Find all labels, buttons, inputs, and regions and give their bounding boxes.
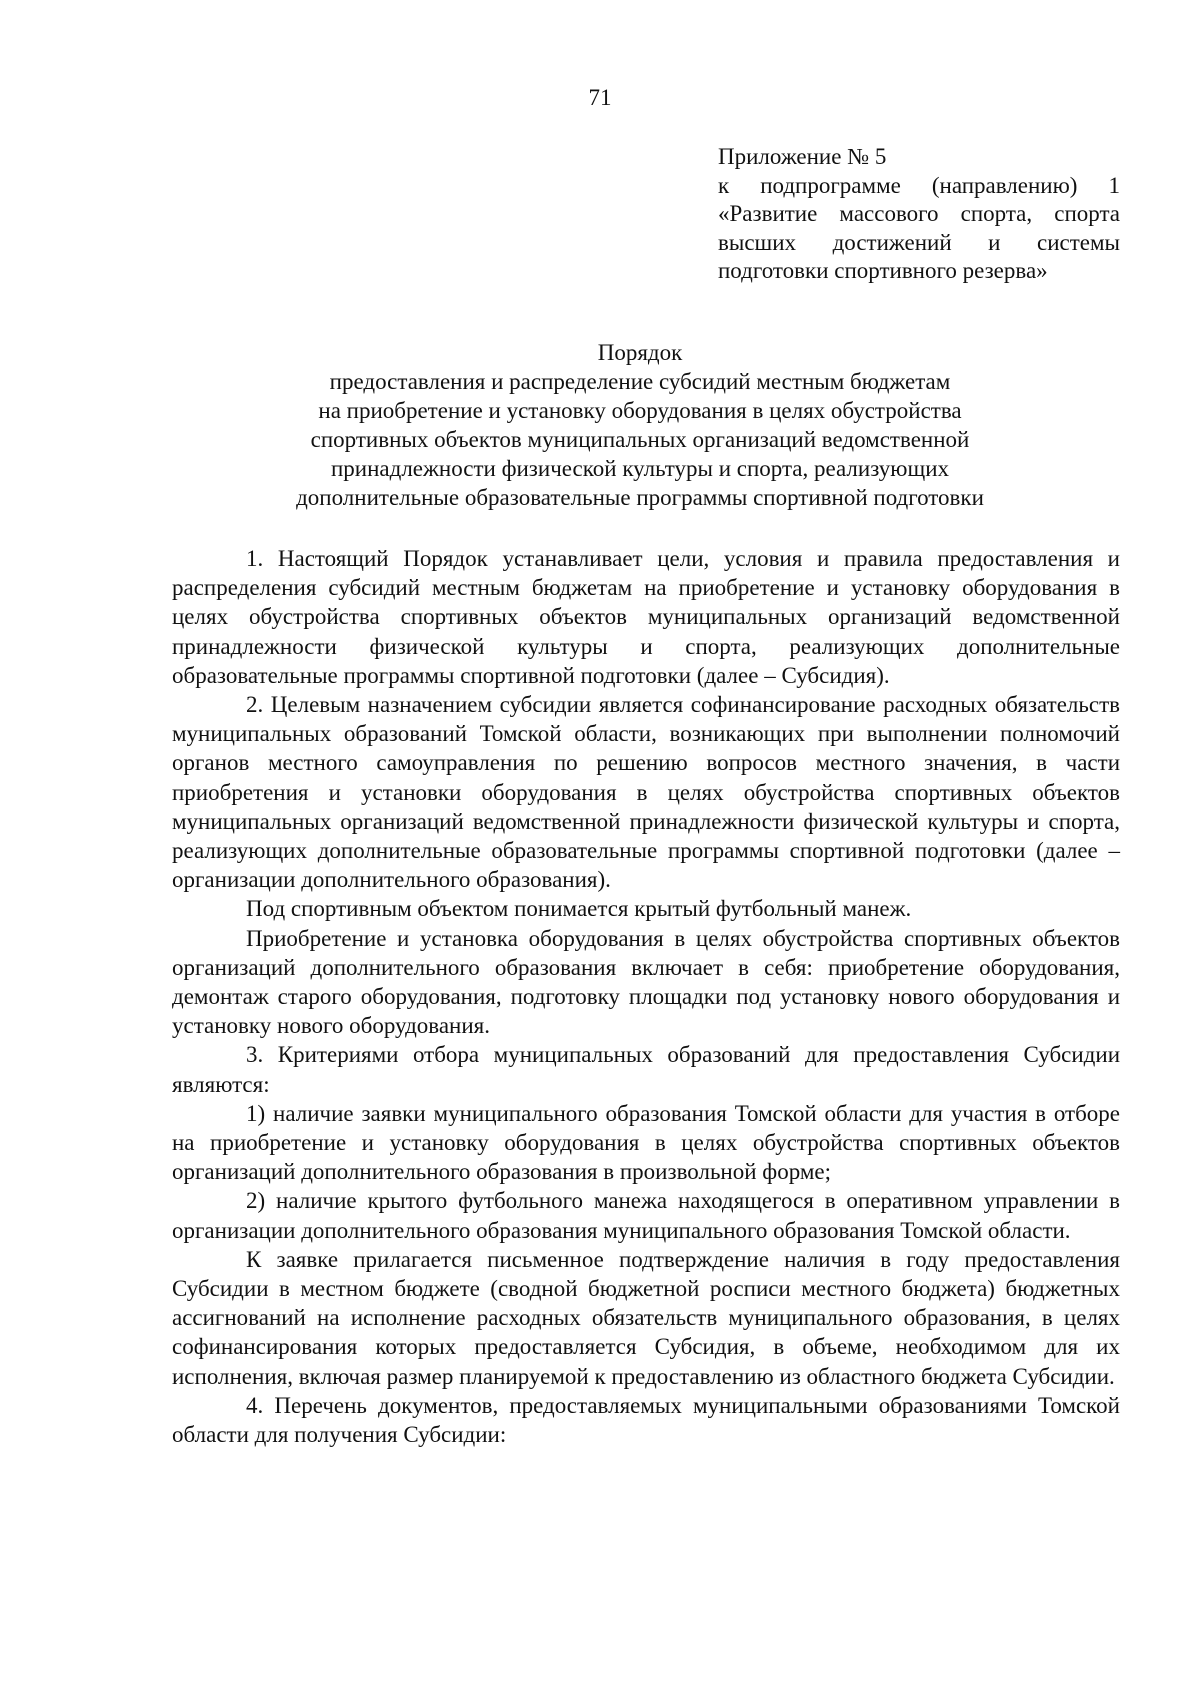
title-line: дополнительные образовательные программы спортивной подготовки [296, 485, 984, 510]
title-line: предоставления и распределение субсидий местным бюджетам [329, 369, 951, 394]
page-number: 71 [588, 85, 612, 110]
title-line: на приобретение и установку оборудования в целях обустройства [318, 398, 962, 423]
document-title [160, 338, 1120, 512]
title-line: принадлежности физической культуры и спорта, реализующих [330, 456, 950, 481]
paragraph: 3. Критериями отбора муниципальных образований для предоставления Субсидии являются: [172, 1042, 1120, 1097]
appendix-line: «Развитие массового спорта, спорта [718, 201, 1120, 226]
paragraph: 1. Настоящий Порядок устанавливает цели, условия и правила предоставления и распределения субсидий местным бюджетам на приобретение и установку оборудования в целях обустройства спортивных объектов муниципальных организаций ведомственной принадлежности физической культуры и спорта, реализующих дополнительные образовательные программы спортивной подготовки (далее – Субсидия). [172, 546, 1120, 688]
document-body [172, 544, 1120, 1449]
paragraph: 4. Перечень документов, предоставляемых муниципальными образованиями Томской области для получения Субсидии: [172, 1392, 1120, 1448]
title-heading: Порядок [597, 340, 683, 365]
appendix-line: к подпрограмме (направлению) 1 [718, 172, 1120, 198]
paragraph: 2. Целевым назначением субсидии является софинансирование расходных обязательств муниципальных образований Томской области, возникающих при выполнении полномочий органов местного самоуправления по решению вопросов местного значения, в части приобретения и установки оборудования в целях обустройства спортивных объектов муниципальных организаций ведомственной принадлежности физической культуры и спорта, реализующих дополнительные образовательные программы спортивной подготовки (далее – организации дополнительного образования). [172, 692, 1120, 893]
paragraph: 2) наличие крытого футбольного манежа находящегося в оперативном управлении в организации дополнительного образования муниципального образования Томской области. [172, 1188, 1120, 1243]
appendix-line: Приложение № 5 [718, 144, 887, 169]
paragraph: К заявке прилагается письменное подтверждение наличия в году предоставления Субсидии в местном бюджете (сводной бюджетной росписи местного бюджета) бюджетных ассигнований на исполнение расходных обязательств муниципального образования, в целях софинансирования которых предоставляется Субсидия, в объеме, необходимом для их исполнения, включая размер планируемой к предоставлению из областного бюджета Субсидии. [172, 1246, 1120, 1389]
paragraph: 1) наличие заявки муниципального образования Томской области для участия в отборе на приобретение и установку оборудования в целях обустройства спортивных объектов организаций дополнительного образования в произвольной форме; [172, 1100, 1120, 1185]
appendix-note [718, 143, 1120, 286]
paragraph: Приобретение и установка оборудования в целях обустройства спортивных объектов организаций дополнительного образования включает в себя: приобретение оборудования, демонтаж старого оборудования, подготовку площадки под установку нового оборудования и установку нового оборудования. [172, 925, 1120, 1039]
appendix-line: высших достижений и системы [718, 229, 1120, 255]
paragraph: Под спортивным объектом понимается крытый футбольный манеж. [246, 896, 912, 922]
appendix-line: подготовки спортивного резерва» [718, 258, 1048, 283]
title-line: спортивных объектов муниципальных организаций ведомственной [310, 427, 970, 452]
